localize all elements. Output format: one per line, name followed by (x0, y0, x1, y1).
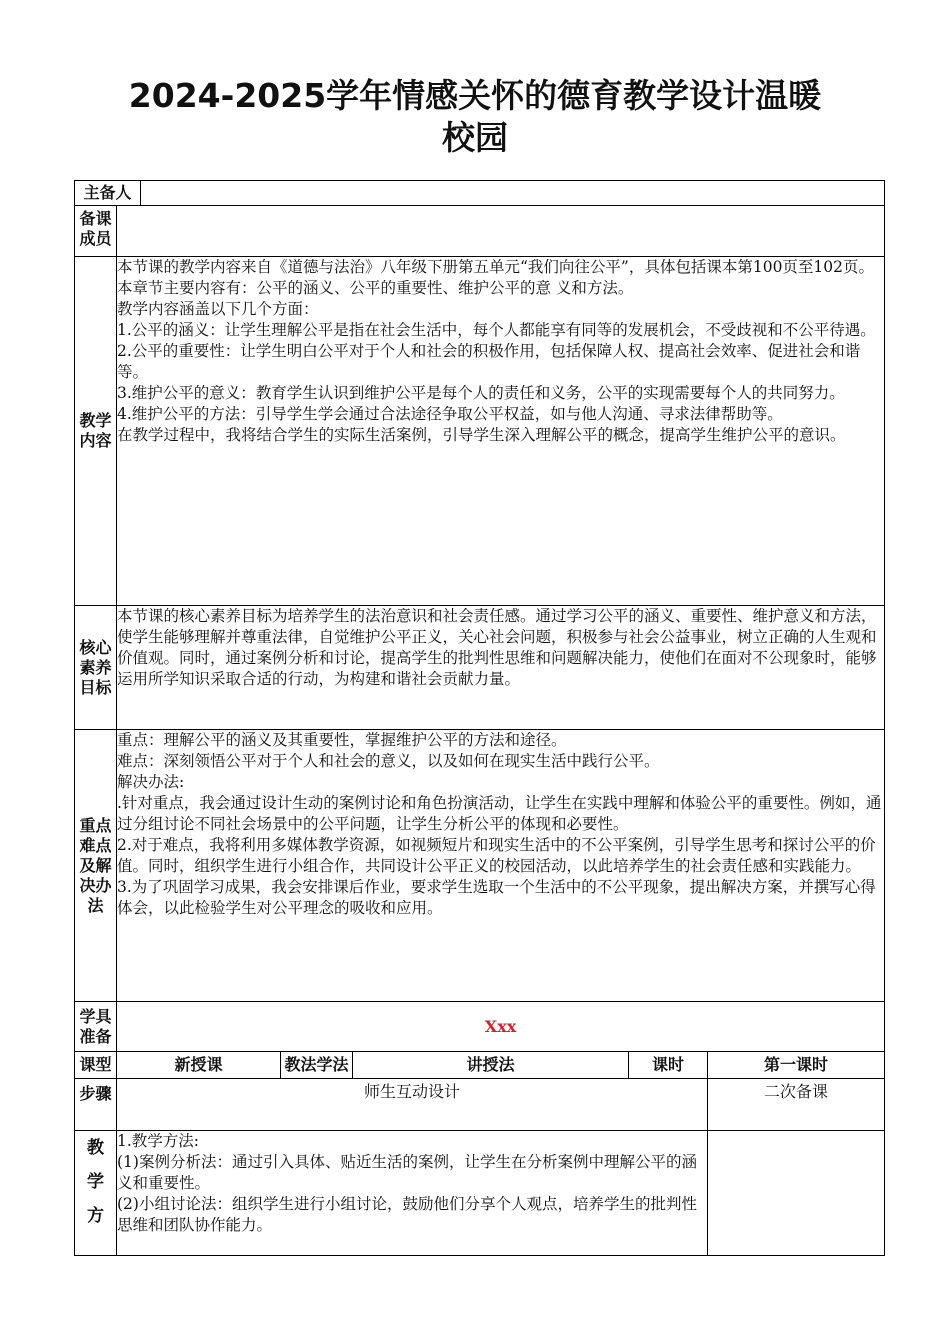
lead-label: 主备人 (75, 181, 141, 206)
tools-value: Xxx (117, 1002, 885, 1052)
members-value (117, 206, 885, 257)
literacy-paragraph: 本节课的核心素养目标为培养学生的法治意识和社会责任感。通过学习公平的涵义、重要性、维护意义和方法，使学生能够理解并尊重法律，自觉维护公平正义，关心社会问题，积极参与社会公益事业，树立正确的人生观和价值观。同时，通过案例分析和讨论，提高学生的批判性思维和问题解决能力，使他们在面对不公现象时，能够运用所学知识采取合适的行动，为构建和谐社会贡献力量。 (117, 607, 877, 688)
title-line-1: 2024-2025学年情感关怀的德育教学设计温暖 (128, 76, 822, 115)
document-title (60, 75, 890, 159)
key-paragraph: 重点：理解公平的涵义及其重要性，掌握维护公平的方法和途径。 (117, 731, 567, 749)
methods-paragraph: (1)案例分析法：通过引入具体、贴近生活的案例，让学生在分析案例中理解公平的涵义和重要性。 (117, 1153, 697, 1192)
method-label: 教法学法 (281, 1052, 353, 1079)
methods-paragraph: (2)小组讨论法：组织学生进行小组讨论，鼓励他们分享个人观点，培养学生的批判性思维和团队协作能力。 (117, 1195, 697, 1234)
row-lead (75, 181, 885, 206)
row-members (75, 206, 885, 257)
lesson-type-value: 新授课 (117, 1052, 281, 1079)
key-paragraph: 2.对于难点，我将利用多媒体教学资源，如视频短片和现实生活中的不公平案例，引导学生思考和探讨公平的价值。同时，组织学生进行小组合作，共同设计公平正义的校园活动，以此培养学生的社会责任感和实践能力。 (117, 836, 876, 875)
key-paragraph: 难点：深刻领悟公平对于个人和社会的意义，以及如何在现实生活中践行公平。 (117, 752, 660, 770)
content-paragraph: 本节课的教学内容来自《道德与法治》八年级下册第五单元“我们向往公平”，具体包括课本第100页至102页。本章节主要内容有：公平的涵义、公平的重要性、维护公平的意 义和方法。 (117, 258, 875, 297)
tools-label: 学具准备 (75, 1002, 117, 1052)
content-paragraph: 4.维护公平的方法：引导学生学会通过合法途径争取公平权益，如与他人沟通、寻求法律帮助等。 (117, 405, 783, 423)
key-points-text (117, 730, 885, 1002)
content-paragraph: 1.公平的涵义：让学生理解公平是指在社会生活中，每个人都能享有同等的发展机会，不受歧视和不公平待遇。 (117, 321, 876, 339)
row-tools (75, 1002, 885, 1052)
literacy-label: 核心素养目标 (75, 606, 117, 730)
period-label: 课时 (629, 1052, 708, 1079)
methods-paragraph: 1.教学方法: (117, 1132, 200, 1150)
title-line-2: 校园 (442, 118, 508, 157)
content-text (117, 257, 885, 606)
content-paragraph: 在教学过程中，我将结合学生的实际生活案例，引导学生深入理解公平的概念，提高学生维护公平的意识。 (117, 426, 846, 444)
key-paragraph: .针对重点，我会通过设计生动的案例讨论和角色扮演活动，让学生在实践中理解和体验公平的重要性。例如，通过分组讨论不同社会场景中的公平问题，让学生分析公平的体现和必要性。 (117, 794, 882, 833)
methods-label (75, 1131, 117, 1256)
lead-value (141, 181, 885, 206)
row-lesson-type (75, 1052, 885, 1079)
content-paragraph: 3.维护公平的意义：教育学生认识到维护公平是每个人的责任和义务，公平的实现需要每个人的共同努力。 (117, 384, 845, 402)
second-prep-header: 二次备课 (708, 1079, 885, 1131)
row-methods (75, 1131, 885, 1256)
row-literacy (75, 606, 885, 730)
row-key-points (75, 730, 885, 1002)
members-label: 备课成员 (75, 206, 117, 257)
literacy-text (117, 606, 885, 730)
method-value: 讲授法 (353, 1052, 629, 1079)
methods-label-text: 教学方 (87, 1138, 104, 1226)
second-prep-cell (708, 1131, 885, 1256)
key-paragraph: 解决办法: (117, 773, 185, 791)
methods-text (117, 1131, 708, 1256)
content-paragraph: 教学内容涵盖以下几个方面： (117, 300, 319, 318)
content-paragraph: 2.公平的重要性：让学生明白公平对于个人和社会的积极作用，包括保障人权、提高社会效率、促进社会和谐等。 (117, 342, 861, 381)
key-points-label: 重点难点及解决办法 (75, 730, 117, 1002)
row-steps (75, 1079, 885, 1131)
row-content (75, 257, 885, 606)
interaction-design-header: 师生互动设计 (117, 1079, 708, 1131)
period-value: 第一课时 (708, 1052, 885, 1079)
key-paragraph: 3.为了巩固学习成果，我会安排课后作业，要求学生选取一个生活中的不公平现象，提出解决方案，并撰写心得体会，以此检验学生对公平理念的吸收和应用。 (117, 878, 876, 917)
lesson-plan-table (74, 180, 885, 1256)
content-label: 教学内容 (75, 257, 117, 606)
lesson-type-label: 课型 (75, 1052, 117, 1079)
steps-label: 步骤 (75, 1079, 117, 1131)
